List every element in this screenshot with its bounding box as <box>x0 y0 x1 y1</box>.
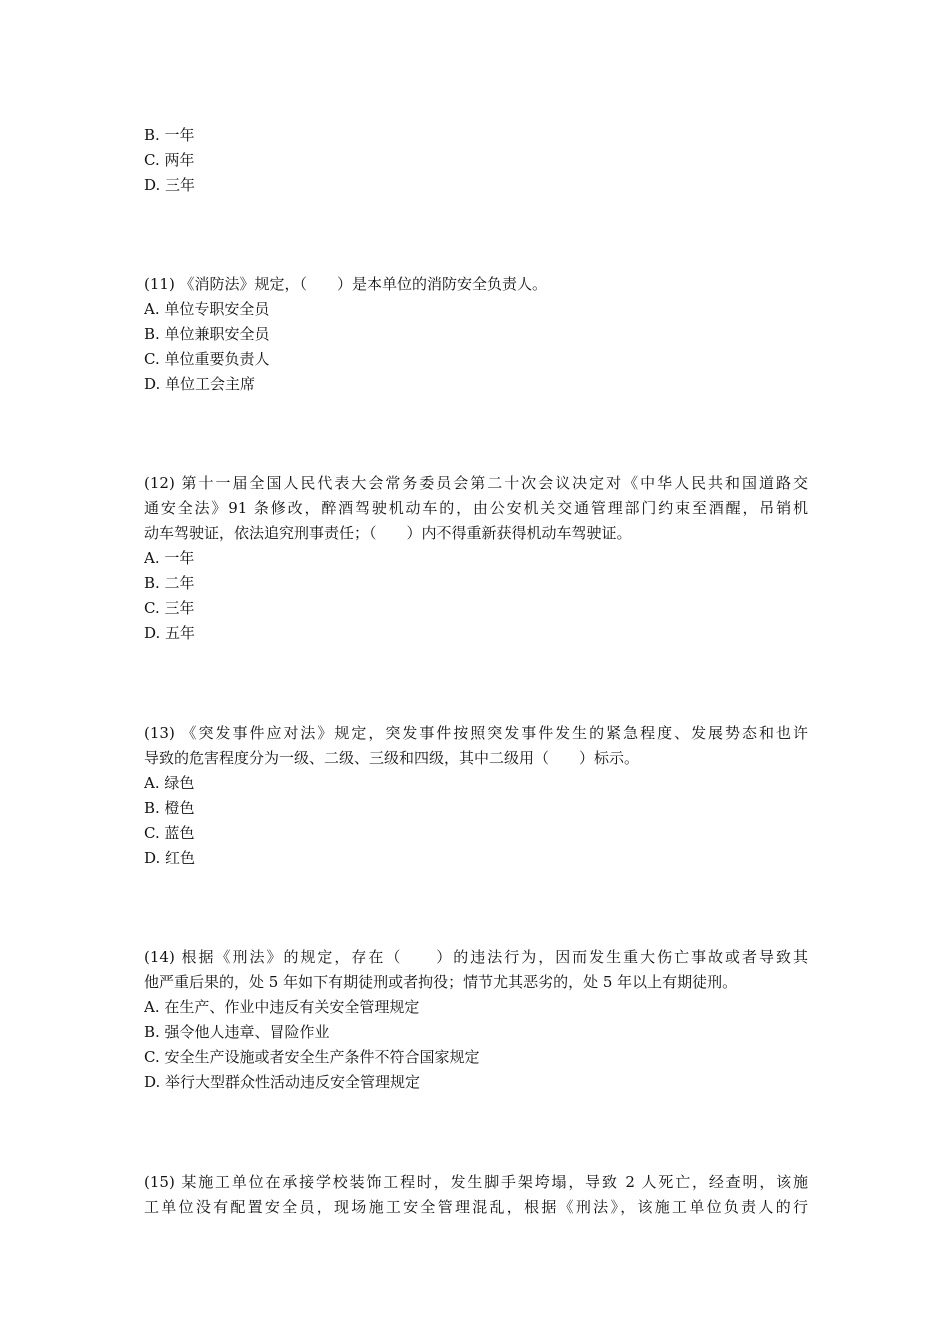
q10-option-b: B. 一年 <box>144 126 195 144</box>
q12-option-c: C. 三年 <box>144 599 195 617</box>
q14-stem-line-2: 他严重后果的，处 5 年如下有期徒刑或者拘役；情节尤其恶劣的，处 5 年以上有期徒刑。 <box>144 973 738 991</box>
q13-option-d: D. 红色 <box>144 849 196 867</box>
q14-stem-line-1: (14) 根据《刑法》的规定，存在（ ）的违法行为，因而发生重大伤亡事故或者导致其 <box>144 948 808 966</box>
q14-option-d: D. 举行大型群众性活动违反安全管理规定 <box>144 1073 421 1091</box>
q12-option-d: D. 五年 <box>144 624 196 642</box>
q10-option-c: C. 两年 <box>144 151 195 169</box>
q11-option-d: D. 单位工会主席 <box>144 375 256 393</box>
q11-option-a: A. 单位专职安全员 <box>144 300 270 318</box>
q15-stem-line-2: 工单位没有配置安全员，现场施工安全管理混乱，根据《刑法》，该施工单位负责人的行 <box>144 1198 808 1216</box>
q13-option-a: A. 绿色 <box>144 774 195 792</box>
q11-option-c: C. 单位重要负责人 <box>144 350 270 368</box>
q11-option-b: B. 单位兼职安全员 <box>144 325 270 343</box>
q12-option-a: A. 一年 <box>144 549 195 567</box>
q12-stem-line-3: 动车驾驶证，依法追究刑事责任；（ ）内不得重新获得机动车驾驶证。 <box>144 524 632 542</box>
q13-stem-line-2: 导致的危害程度分为一级、二级、三级和四级，其中二级用（ ）标示。 <box>144 749 640 767</box>
q12-stem-line-1: (12) 第十一届全国人民代表大会常务委员会第二十次会议决定对《中华人民共和国道路交 <box>144 474 808 492</box>
q13-option-b: B. 橙色 <box>144 799 195 817</box>
q14-option-b: B. 强令他人违章、冒险作业 <box>144 1023 330 1041</box>
q14-option-c: C. 安全生产设施或者安全生产条件不符合国家规定 <box>144 1048 480 1066</box>
q11-stem: (11) 《消防法》规定，（ ）是本单位的消防安全负责人。 <box>144 275 548 293</box>
q12-option-b: B. 二年 <box>144 574 195 592</box>
q15-stem-line-1: (15) 某施工单位在承接学校装饰工程时，发生脚手架垮塌，导致 2 人死亡，经查明，该施 <box>144 1173 808 1191</box>
q14-option-a: A. 在生产、作业中违反有关安全管理规定 <box>144 998 420 1016</box>
q13-stem-line-1: (13) 《突发事件应对法》规定，突发事件按照突发事件发生的紧急程度、发展势态和也许 <box>144 724 808 742</box>
q12-stem-line-2: 通安全法》91 条修改，醉酒驾驶机动车的，由公安机关交通管理部门约束至酒醒，吊销机 <box>144 499 808 517</box>
q13-option-c: C. 蓝色 <box>144 824 195 842</box>
q10-option-d: D. 三年 <box>144 176 196 194</box>
